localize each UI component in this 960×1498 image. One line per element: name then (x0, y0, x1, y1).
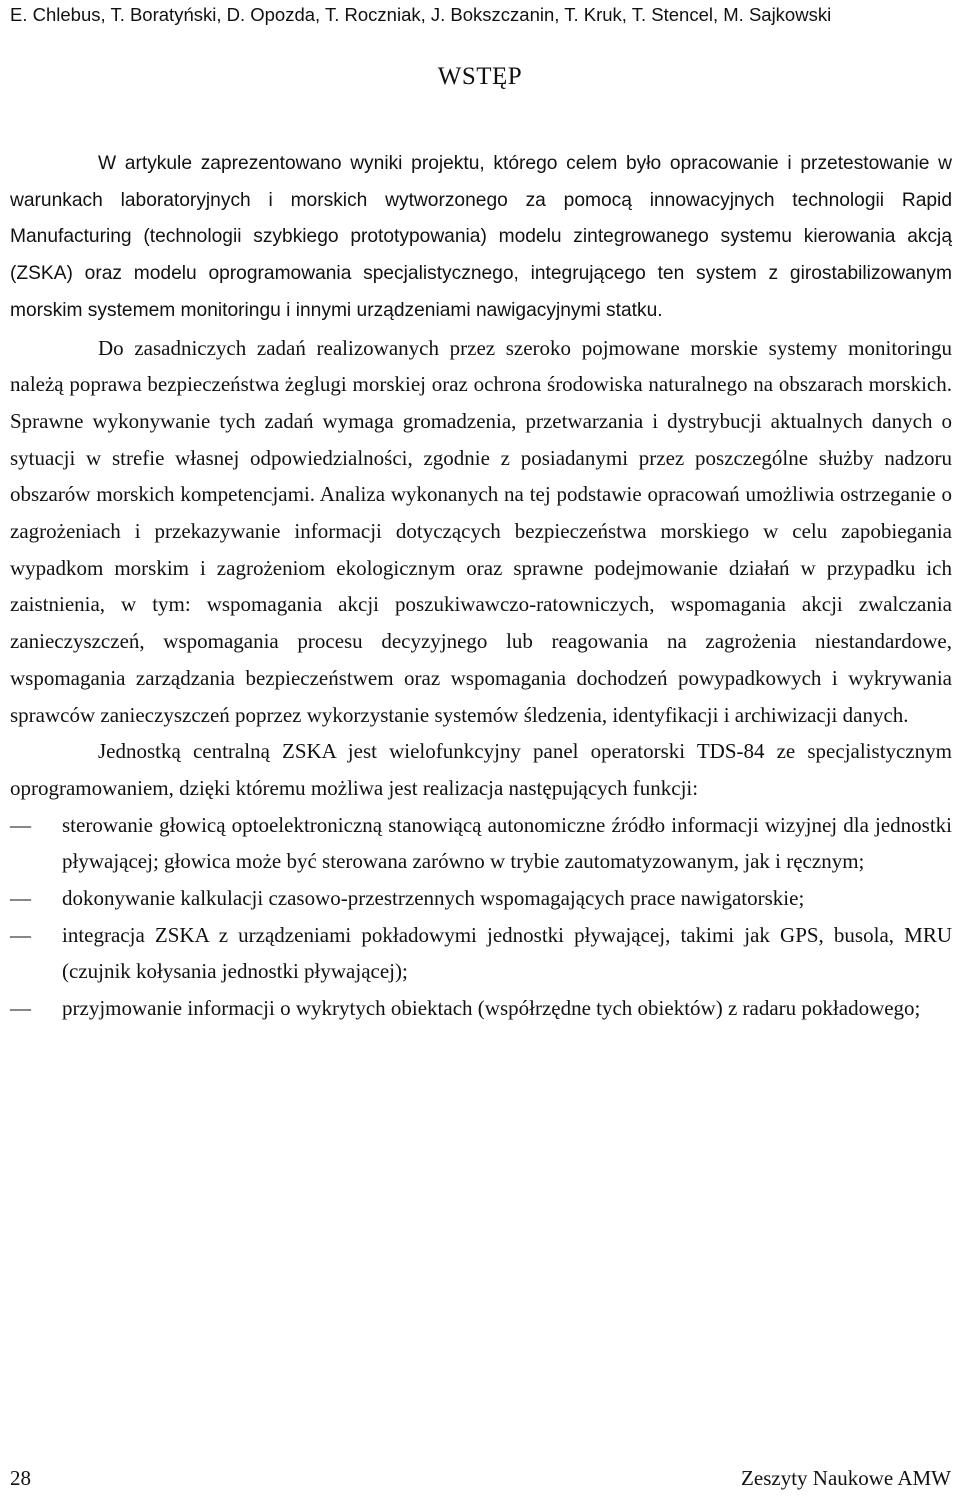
list-item-text: przyjmowanie informacji o wykrytych obiektach (współrzędne tych obiektów) z radaru pokładowego; (62, 996, 921, 1021)
page-number: 28 (10, 1466, 31, 1490)
list-item (10, 990, 952, 1027)
paragraph: W artykule zaprezentowano wyniki projektu, którego celem było opracowanie i przetestowanie w warunkach laboratoryjnych i morskich wytworzonego za pomocą innowacyjnych technologii Rapid Manufacturing (technologii szybkiego prototypowania) modelu zintegrowanego systemu kierowania akcją (ZSKA) oraz modelu oprogramowania specjalistycznego, integrującego ten system z girostabilizowanym morskim systemem monitoringu i innymi urządzeniami nawigacyjnymi statku. (10, 153, 952, 321)
list-item-text: sterowanie głowicą optoelektroniczną stanowiącą autonomiczne źródło informacji wizyjnej dla jednostki pływającej; głowica może być sterowana zarówno w trybie zautomatyzowanym, jak i ręcznym; (62, 812, 952, 874)
list-dash: — (10, 922, 31, 947)
list-item-text: integracja ZSKA z urządzeniami pokładowymi jednostki pływającej, takimi jak GPS, busola, MRU (czujnik kołysania jednostki pływającej); (62, 922, 952, 984)
list-dash: — (10, 996, 31, 1021)
list-item-text: dokonywanie kalkulacji czasowo-przestrzennych wspomagających prace nawigatorskie; (62, 886, 805, 911)
section-title: WSTĘP (437, 63, 523, 90)
list-item (10, 807, 952, 880)
running-header-authors: E. Chlebus, T. Boratyński, D. Opozda, T. Roczniak, J. Bokszczanin, T. Kruk, T. Stencel, M. Sajkowski (10, 4, 832, 25)
list-dash: — (10, 812, 31, 837)
list-item (10, 917, 952, 990)
article-body (10, 146, 952, 1027)
paragraph: Jednostką centralną ZSKA jest wielofunkcyjny panel operatorski TDS-84 ze specjalistycznym oprogramowaniem, dzięki któremu możliwa jest realizacja następujących funkcji: (10, 739, 952, 800)
function-list (10, 807, 952, 1027)
list-dash: — (10, 886, 31, 911)
journal-name: Zeszyty Naukowe AMW (741, 1466, 951, 1490)
paragraph: Do zasadniczych zadań realizowanych przez szeroko pojmowane morskie systemy monitoringu należą poprawa bezpieczeństwa żeglugi morskiej oraz ochrona środowiska naturalnego na obszarach morskich. Sprawne wykonywanie tych zadań wymaga gromadzenia, przetwarzania i dystrybucji aktualnych danych o sytuacji w strefie własnej odpowiedzialności, zgodnie z posiadanymi przez poszczególne służby nadzoru obszarów morskich kompetencjami. Analiza wykonanych na tej podstawie opracowań umożliwia ostrzeganie o zagrożeniach i przekazywanie informacji dotyczących bezpieczeństwa morskiego w celu zapobiegania wypadkom morskim i zagrożeniom ekologicznym oraz sprawne podejmowanie działań w przypadku ich zaistnienia, w tym: wspomagania akcji poszukiwawczo-ratowniczych, wspomagania akcji zwalczania zanieczyszczeń, wspomagania procesu decyzyjnego lub reagowania na zagrożenia niestandardowe, wspomagania zarządzania bezpieczeństwem oraz wspomagania dochodzeń powypadkowych i wykrywania sprawców zanieczyszczeń poprzez wykorzystanie systemów śledzenia, identyfikacji i archiwizacji danych. (10, 335, 952, 727)
list-item (10, 880, 952, 917)
